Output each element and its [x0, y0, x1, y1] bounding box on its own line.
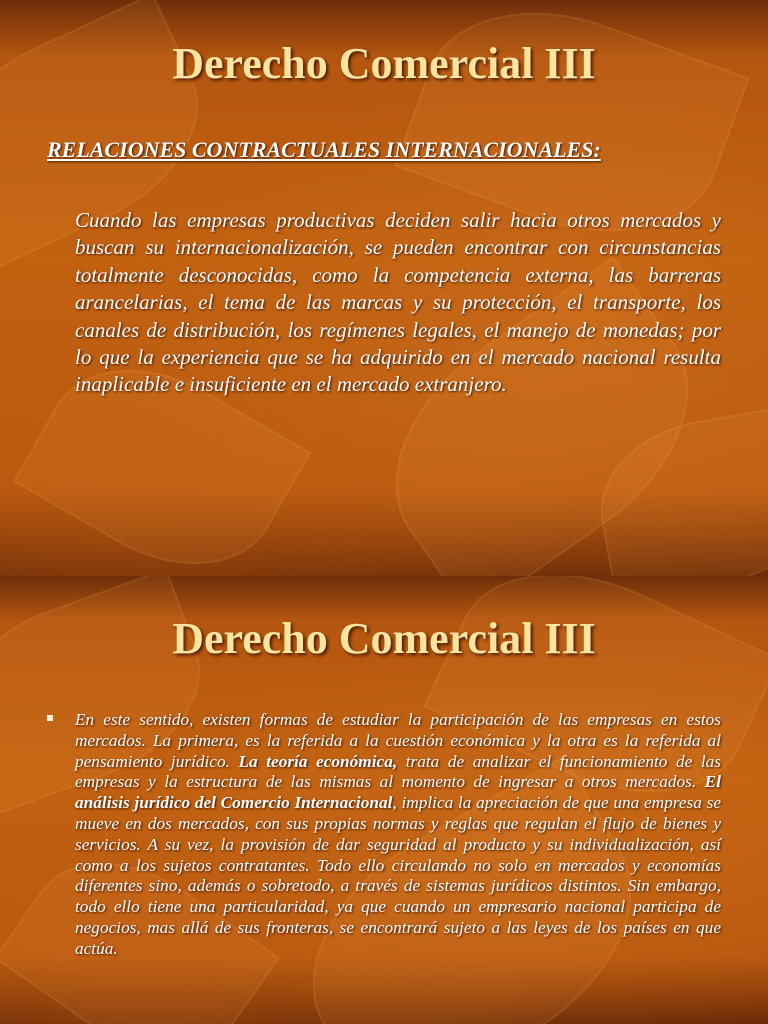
- bullet-square-icon: [47, 715, 53, 721]
- body-paragraph: Cuando las empresas productivas deciden salir hacia otros mercados y buscan su internacionalización, se pueden encontrar con circunstancias totalmente desconocidas, como la competencia externa, las barreras arancelarias, el tema de las marcas y su protección, el transporte, los canales de distribución, los regímenes legales, el manejo de monedas; por lo que la experiencia que se ha adquirido en el mercado nacional resulta inaplicable e insuficiente en el mercado extranjero.: [75, 208, 721, 397]
- bullet-text-part: En este sentido, existen formas de estudiar la participación de las empresas en estos mercados. La primera, es la referida a la cuestión económica y la otra es la referida al pensamiento jurídico.: [75, 710, 721, 771]
- bullet-bold-text: La teoría económica,: [238, 751, 398, 771]
- bullet-text-part: trata de analizar el funcionamiento de las empresas y la estructura de las mismas al momento de ingresar a otros mercados.: [75, 751, 721, 792]
- slide-title: Derecho Comercial III: [172, 39, 596, 88]
- bullet-paragraph: [75, 710, 721, 960]
- section-heading: RELACIONES CONTRACTUALES INTERNACIONALES:: [47, 137, 601, 162]
- bullet-text-part: , implica la apreciación de que una empresa se mueve en dos mercados, con sus propias normas y reglas que regulan el flujo de bienes y servicios. A su vez, la provisión de dar seguridad al producto y su individualización, así como a los sujetos contratantes. Todo ello circulando no solo en mercados y economías diferentes sino, además o sobretodo, a través de sistemas jurídicos distintos. Sin embargo, todo ello tiene una particularidad, ya que cuando un empresario nacional participa de negocios, mas allá de sus fronteras, se encontrará sujeto a las leyes de los países en que actúa.: [75, 793, 721, 958]
- bullet-bold-text: El análisis jurídico del Comercio Internacional: [75, 772, 721, 813]
- slide-2: [0, 576, 768, 1024]
- slide-title: Derecho Comercial III: [172, 614, 596, 663]
